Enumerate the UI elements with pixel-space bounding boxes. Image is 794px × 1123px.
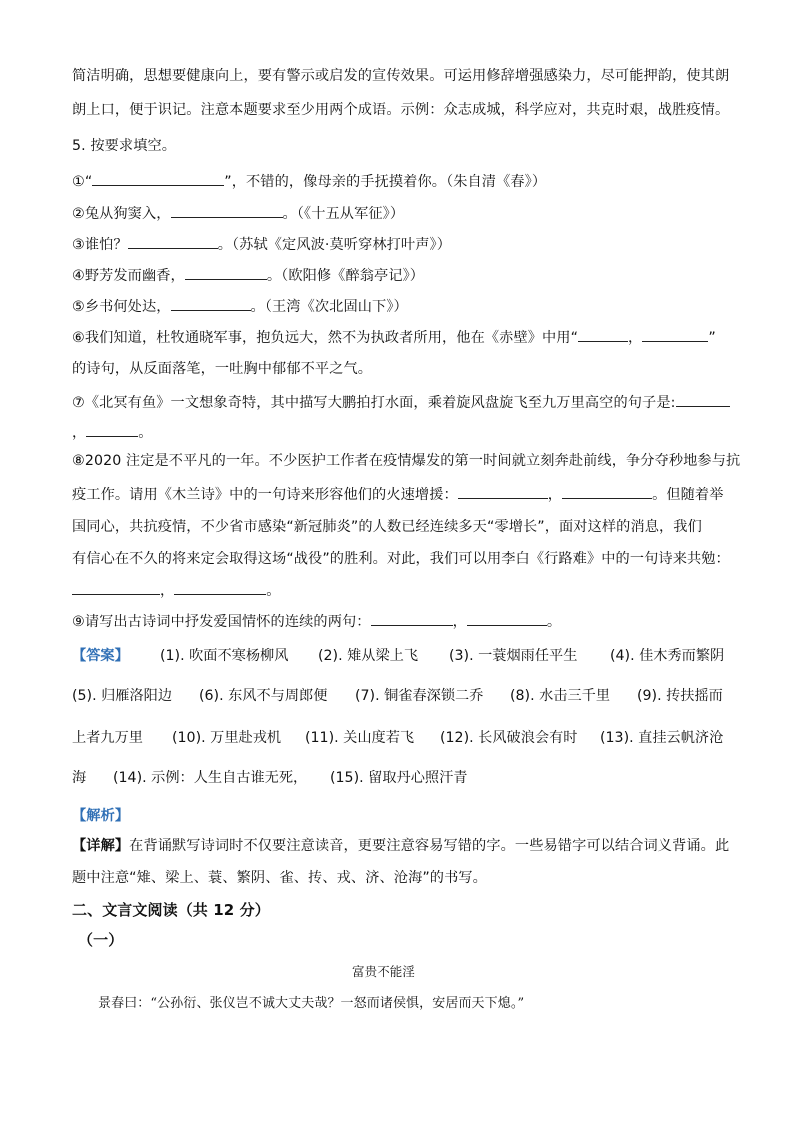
answer-item: (7). 铜雀春深锁二乔 xyxy=(355,688,484,704)
question-5-title: 5. 按要求填空。 xyxy=(72,138,177,154)
blank-line xyxy=(92,171,224,186)
answer-item: (9). 抟扶摇而 xyxy=(637,688,723,704)
fill-item-6-line-2: 的诗句，从反面落笔，一吐胸中郁郁不平之气。 xyxy=(72,361,373,377)
detail-tag: 【详解】 xyxy=(72,838,130,854)
item-text: 。 xyxy=(266,583,281,599)
item-text: 疫工作。请用《木兰诗》中的一句诗来形容他们的火速增援： xyxy=(72,487,458,503)
item-text: ”，不错的，像母亲的手抚摸着你。（朱自清《春》） xyxy=(224,174,547,190)
fill-item-7-line-2 xyxy=(72,422,153,443)
blank-line xyxy=(642,327,708,342)
intro-line-1: 简洁明确，思想要健康向上，要有警示或启发的宣传效果。可运用修辞增强感染力，尽可能押韵，使其朗 xyxy=(72,68,730,84)
blank-line xyxy=(467,611,547,626)
item-text: ” xyxy=(708,330,716,346)
item-text: ⑦《北冥有鱼》一文想象奇特，其中描写大鹏拍打水面，乘着旋风盘旋飞至九万里高空的句子是: xyxy=(72,395,676,411)
blank-line xyxy=(578,327,628,342)
item-text: 。但随着举 xyxy=(652,487,724,503)
subsection-heading: （一） xyxy=(78,931,124,949)
item-text: ， xyxy=(547,487,563,503)
item-text: ⑥我们知道，杜牧通晓军事，抱负远大，然不为执政者所用，他在《赤壁》中用“ xyxy=(72,330,579,346)
answer-item: (15). 留取丹心照汗青 xyxy=(330,770,468,786)
item-text: ①“ xyxy=(72,174,93,190)
answer-item: (10). 万里赴戎机 xyxy=(172,730,282,746)
blank-line xyxy=(185,265,267,280)
item-text: 。（《十五从军征》） xyxy=(282,206,405,222)
fill-item-5 xyxy=(72,296,408,317)
item-text: 。 xyxy=(138,425,153,441)
blank-line xyxy=(86,422,138,437)
blank-line xyxy=(174,580,266,595)
item-text: ， xyxy=(72,425,87,441)
poem-line: 景春曰：“公孙衍、张仪岂不诚大丈夫哉？一怒而诸侯惧，安居而天下熄。” xyxy=(98,996,525,1011)
item-text: ②兔从狗窦入， xyxy=(72,206,171,222)
section-heading: 二、文言文阅读（共 12 分） xyxy=(72,901,270,919)
fill-item-7 xyxy=(72,392,730,413)
answer-item: (14). 示例：人生自古谁无死， xyxy=(113,770,308,786)
answer-item: (5). 归雁洛阳边 xyxy=(72,688,173,704)
blank-line xyxy=(458,484,548,499)
item-text: 。 xyxy=(546,614,562,630)
item-text: 。（王湾《次北固山下》） xyxy=(250,299,408,315)
answer-item: (2). 雉从梁上飞 xyxy=(318,648,419,664)
answer-tag: 【答案】 xyxy=(72,648,129,664)
item-text: ⑤乡书何处达， xyxy=(72,299,171,315)
blank-line xyxy=(128,234,218,249)
fill-item-8-line-4: 有信心在不久的将来定会取得这场“战役”的胜利。对此，我们可以用李白《行路难》中的一句诗来共勉： xyxy=(72,551,730,567)
poem-title: 富贵不能淫 xyxy=(352,964,416,979)
fill-item-9 xyxy=(72,611,561,632)
answer-item: (13). 直挂云帆济沧 xyxy=(600,730,724,746)
blank-line xyxy=(171,203,283,218)
fill-item-8-line-3: 国同心，共抗疫情，不少省市感染“新冠肺炎”的人数已经连续多天“零增长”，面对这样的消息，我们 xyxy=(72,519,702,535)
blank-line xyxy=(371,611,453,626)
item-text: ⑨请写出古诗词中抒发爱国情怀的连续的两句： xyxy=(72,614,371,630)
answer-item: 上者九万里 xyxy=(72,730,143,746)
answer-item: (1). 吹面不寒杨柳风 xyxy=(160,648,289,664)
answer-item: (3). 一蓑烟雨任平生 xyxy=(449,648,578,664)
item-text: ， xyxy=(160,583,175,599)
blank-line xyxy=(72,580,160,595)
item-text: 。（欧阳修《醉翁亭记》） xyxy=(266,268,425,284)
fill-item-1 xyxy=(72,171,546,192)
fill-item-3 xyxy=(72,234,451,255)
blank-line xyxy=(562,484,652,499)
detail-line-1 xyxy=(72,836,729,856)
detail-text: 在背诵默写诗词时不仅要注意读音，更要注意容易写错的字。一些易错字可以结合词义背诵。此 xyxy=(129,838,730,854)
item-text: ， xyxy=(452,614,467,630)
detail-line-2: 题中注意“雉、梁上、蓑、繁阴、雀、抟、戎、济、沧海”的书写。 xyxy=(72,870,487,886)
fill-item-4 xyxy=(72,265,424,286)
fill-item-6 xyxy=(72,327,716,348)
blank-line xyxy=(676,392,730,407)
answer-item: (6). 东风不与周郎便 xyxy=(199,688,328,704)
intro-line-2: 朗上口，便于识记。注意本题要求至少用两个成语。示例：众志成城，科学应对，共克时艰，战胜疫情。 xyxy=(72,102,730,118)
fill-item-2 xyxy=(72,203,404,224)
answer-item: (8). 水击三千里 xyxy=(510,688,611,704)
blank-line xyxy=(171,296,251,311)
analysis-tag: 【解析】 xyxy=(72,808,130,824)
answer-item: (11). 关山度若飞 xyxy=(305,730,415,746)
answer-item: (4). 佳木秀而繁阴 xyxy=(610,648,725,664)
item-text: ③谁怕？ xyxy=(72,237,128,253)
item-text: ， xyxy=(628,330,643,346)
answer-item: (12). 长风破浪会有时 xyxy=(440,730,578,746)
answer-item: 海 xyxy=(72,770,87,786)
fill-item-8-line-2 xyxy=(72,484,724,505)
item-text: ④野芳发而幽香， xyxy=(72,268,185,284)
fill-item-8-line-5 xyxy=(72,580,281,601)
item-text: 。（苏轼《定风波·莫听穿林打叶声》） xyxy=(217,237,451,253)
fill-item-8-line-1: ⑧2020 注定是不平凡的一年。不少医护工作者在疫情爆发的第一时间就立刻奔赴前线，争分夺秒地参与抗 xyxy=(72,453,741,469)
